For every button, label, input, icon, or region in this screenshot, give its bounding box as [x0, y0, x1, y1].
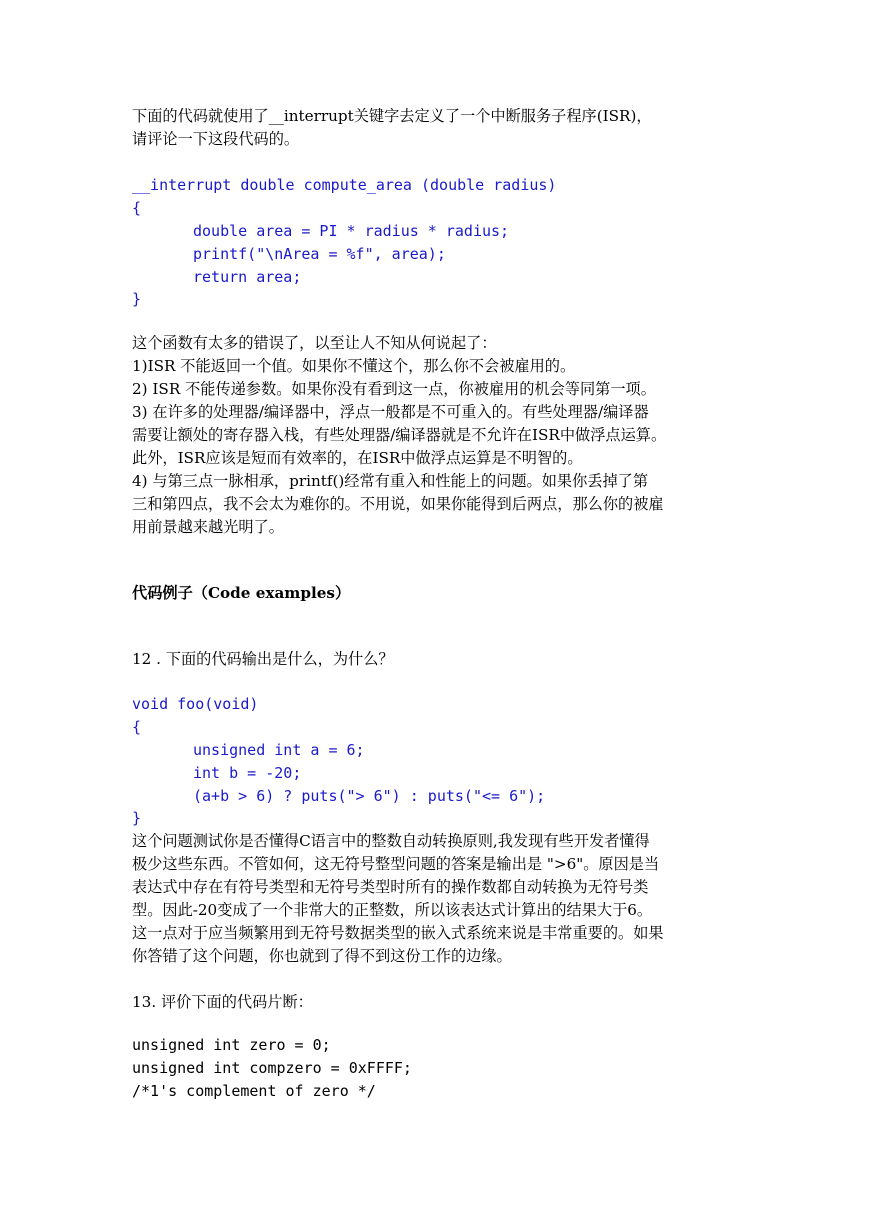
answer1-line: 2) ISR 不能传递参数。如果你没有看到这一点，你被雇用的机会等同第一项。	[132, 380, 656, 398]
code2-open-brace: {	[132, 718, 142, 736]
code1-line: return area;	[193, 268, 302, 286]
code1-signature: __interrupt double compute_area (double radius)	[132, 176, 557, 194]
code3-line: unsigned int compzero = 0xFFFF;	[132, 1059, 412, 1077]
answer1-line: 三和第四点，我不会太为难你的。不用说，如果你能得到后两点，那么你的被雇	[132, 495, 664, 513]
answer12-line: 这个问题测试你是否懂得C语言中的整数自动转换原则,我发现有些开发者懂得	[132, 832, 650, 850]
section-heading: 代码例子（Code examples）	[132, 584, 351, 602]
answer1-line: 1)ISR 不能返回一个值。如果你不懂这个，那么你不会被雇用的。	[132, 357, 576, 375]
code2-signature: void foo(void)	[132, 695, 259, 713]
answer1-line: 用前景越来越光明了。	[132, 518, 284, 536]
answer1-line: 此外，ISR应该是短而有效率的，在ISR中做浮点运算是不明智的。	[132, 449, 583, 467]
intro-line: 下面的代码就使用了__interrupt关键字去定义了一个中断服务子程序(ISR)，	[132, 107, 652, 125]
code2-line: (a+b > 6) ? puts("> 6") : puts("<= 6");	[193, 787, 546, 805]
code1-line: double area = PI * radius * radius;	[193, 222, 510, 240]
code1-open-brace: {	[132, 199, 142, 217]
answer1-line: 4) 与第三点一脉相承，printf()经常有重入和性能上的问题。如果你丢掉了第	[132, 472, 649, 490]
code3-line: unsigned int zero = 0;	[132, 1036, 331, 1054]
question-12: 12 . 下面的代码输出是什么，为什么？	[132, 650, 394, 668]
code2-line: unsigned int a = 6;	[193, 741, 365, 759]
answer1-line: 3) 在许多的处理器/编译器中，浮点一般都是不可重入的。有些处理器/编译器	[132, 403, 649, 421]
question-13: 13. 评价下面的代码片断：	[132, 993, 313, 1011]
code1-line: printf("\nArea = %f", area);	[193, 245, 446, 263]
code3-line: /*1's complement of zero */	[132, 1082, 376, 1100]
answer12-line: 这一点对于应当频繁用到无符号数据类型的嵌入式系统来说是丰常重要的。如果	[132, 924, 664, 942]
answer12-line: 型。因此-20变成了一个非常大的正整数，所以该表达式计算出的结果大于6。	[132, 901, 653, 919]
answer12-line: 极少这些东西。不管如何，这无符号整型问题的答案是输出是 ">6"。原因是当	[132, 855, 660, 873]
answer1-line: 需要让额处的寄存器入栈，有些处理器/编译器就是不允许在ISR中做浮点运算。	[132, 426, 667, 444]
code1-close-brace: }	[132, 290, 142, 308]
answer12-line: 你答错了这个问题，你也就到了得不到这份工作的边缘。	[132, 947, 512, 965]
intro-line: 请评论一下这段代码的。	[132, 130, 300, 148]
answer1-line: 这个函数有太多的错误了，以至让人不知从何说起了：	[132, 334, 497, 352]
code2-line: int b = -20;	[193, 764, 302, 782]
code2-close-brace: }	[132, 809, 142, 827]
answer12-line: 表达式中存在有符号类型和无符号类型时所有的操作数都自动转换为无符号类	[132, 878, 649, 896]
